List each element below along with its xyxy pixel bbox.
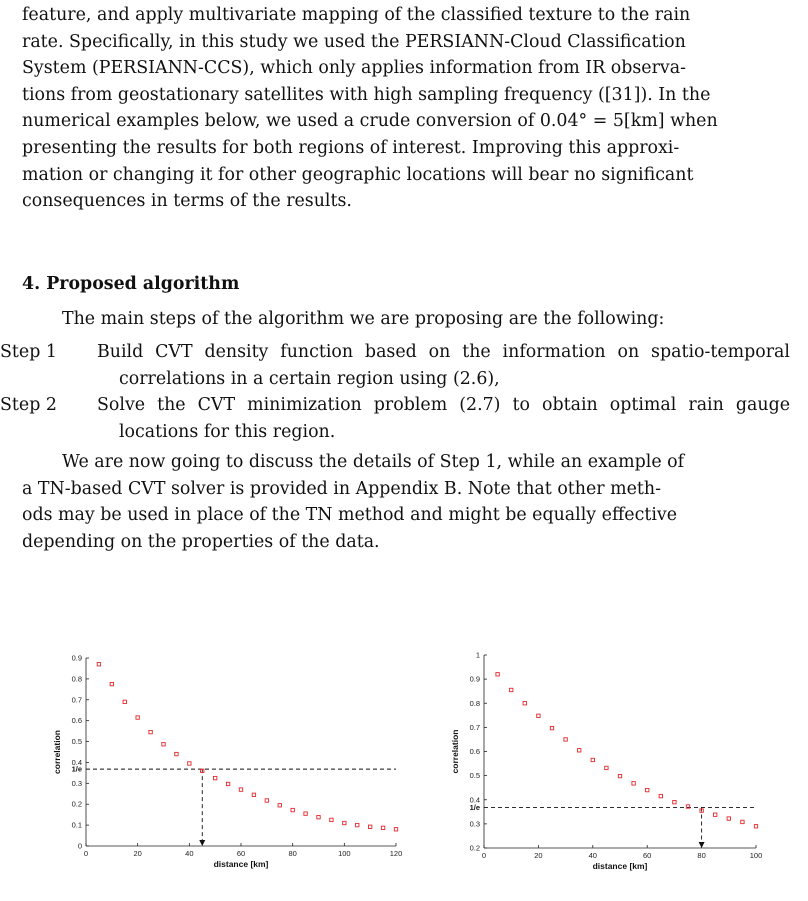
data-point xyxy=(162,743,165,746)
text-line: numerical examples below, we used a crude conversion of 0.04° = 5[km] when xyxy=(22,111,718,132)
data-point xyxy=(368,825,371,828)
x-axis-label: distance [km] xyxy=(213,859,269,869)
threshold-label: 1/e xyxy=(71,764,82,774)
data-point xyxy=(646,788,649,791)
data-point xyxy=(123,700,126,703)
x-tick-label: 60 xyxy=(643,851,652,860)
x-tick-label: 20 xyxy=(534,851,543,860)
data-point xyxy=(343,821,346,824)
y-tick-label: 0.9 xyxy=(71,653,82,663)
step-label: Step 2 xyxy=(0,395,57,416)
data-point xyxy=(523,702,526,705)
text-line: depending on the properties of the data. xyxy=(22,531,380,552)
y-tick-label: 0 xyxy=(77,841,82,851)
y-tick-label: 0.8 xyxy=(71,674,82,684)
y-tick-label: 0.4 xyxy=(71,757,82,767)
arrow-head-icon xyxy=(699,842,705,848)
y-tick-label: 0.8 xyxy=(469,698,480,708)
section-intro: The main steps of the algorithm we are proposing are the following: xyxy=(62,309,665,329)
step-text: Build CVT density function based on the information on spatio-temporal correlations in a certain region using (2.6), xyxy=(97,342,790,389)
y-axis-label: correlation xyxy=(450,729,460,774)
text-line: We are now going to discuss the details of Step 1, while an example of xyxy=(62,452,685,472)
y-tick-label: 0.9 xyxy=(469,674,480,684)
data-point xyxy=(741,820,744,823)
data-point xyxy=(175,752,178,755)
step-list xyxy=(0,339,790,445)
x-tick-label: 0 xyxy=(481,851,487,860)
text-line: consequences in terms of the results. xyxy=(22,191,352,212)
text-line: presenting the results for both regions of interest. Improving this approxi- xyxy=(22,137,680,158)
text-line: System (PERSIANN-CCS), which only applies information from IR observa- xyxy=(22,58,686,79)
y-tick-label: 0.2 xyxy=(71,799,82,809)
data-point xyxy=(714,813,717,816)
data-point xyxy=(591,758,594,761)
x-tick-label: 60 xyxy=(236,849,246,858)
threshold-label: 1/e xyxy=(469,802,480,812)
data-point xyxy=(394,828,397,831)
y-tick-label: 0.5 xyxy=(469,771,480,781)
data-point xyxy=(149,730,152,733)
text-line: tions from geostationary satellites with high sampling frequency ([31]). In the xyxy=(22,84,711,105)
data-point xyxy=(605,766,608,769)
arrow-head-icon xyxy=(199,840,205,846)
x-tick-label: 120 xyxy=(389,849,403,858)
data-point xyxy=(226,782,229,785)
data-point xyxy=(213,776,216,779)
data-point xyxy=(537,714,540,717)
text-line: rate. Specifically, in this study we used the PERSIANN-Cloud Classification xyxy=(22,31,686,52)
data-point xyxy=(317,815,320,818)
text-line: ods may be used in place of the TN method and might be equally effective xyxy=(22,505,677,526)
step-label: Step 1 xyxy=(0,342,57,362)
data-point xyxy=(550,726,553,729)
data-point xyxy=(673,800,676,803)
step-item xyxy=(0,392,790,445)
data-point xyxy=(110,682,113,685)
x-tick-label: 0 xyxy=(83,849,89,858)
data-point xyxy=(510,688,513,691)
x-tick-label: 20 xyxy=(133,849,142,858)
text-line: a TN-based CVT solver is provided in Appendix B. Note that other meth- xyxy=(22,478,661,499)
x-tick-label: 80 xyxy=(697,851,706,860)
y-tick-label: 0.6 xyxy=(71,716,82,726)
data-point xyxy=(136,716,139,719)
data-point xyxy=(618,774,621,777)
y-tick-label: 0.6 xyxy=(469,747,480,756)
x-axis-label: distance [km] xyxy=(592,861,648,871)
data-point xyxy=(754,825,757,828)
correlation-chart-right xyxy=(448,645,778,880)
data-point xyxy=(632,782,635,785)
data-point xyxy=(239,788,242,791)
x-tick-label: 80 xyxy=(288,849,297,858)
data-point xyxy=(727,817,730,820)
x-tick-label: 100 xyxy=(338,849,351,858)
data-point xyxy=(278,804,281,807)
paragraph-top xyxy=(22,2,782,215)
text-line: feature, and apply multivariate mapping of the classified texture to the rain xyxy=(22,5,691,25)
section-heading: 4. Proposed algorithm xyxy=(22,274,240,294)
y-tick-label: 0.4 xyxy=(469,795,480,805)
x-tick-label: 100 xyxy=(749,851,763,860)
y-tick-label: 0.3 xyxy=(71,778,82,788)
data-point xyxy=(564,738,567,741)
data-point xyxy=(578,749,581,752)
data-point xyxy=(188,762,191,765)
y-tick-label: 0.3 xyxy=(469,819,480,829)
data-point xyxy=(381,826,384,829)
y-tick-label: 0.7 xyxy=(71,695,82,705)
y-tick-label: 1 xyxy=(475,650,480,660)
data-point xyxy=(97,663,100,666)
x-tick-label: 40 xyxy=(588,851,597,860)
y-tick-label: 0.2 xyxy=(469,843,480,853)
step-text: Solve the CVT minimization problem (2.7) to obtain optimal rain gauge locations for this region. xyxy=(97,395,790,442)
data-point xyxy=(291,808,294,811)
data-point xyxy=(265,799,268,802)
y-axis-label: correlation xyxy=(52,730,62,774)
data-point xyxy=(496,673,499,676)
paragraph-closing xyxy=(22,449,782,555)
data-point xyxy=(330,818,333,821)
step-item xyxy=(0,339,790,392)
data-point xyxy=(356,823,359,826)
x-tick-label: 40 xyxy=(185,849,194,858)
data-point xyxy=(304,812,307,815)
data-point xyxy=(659,794,662,797)
y-tick-label: 0.5 xyxy=(71,737,82,747)
text-line: mation or changing it for other geographic locations will bear no significant xyxy=(22,164,694,185)
correlation-chart-left xyxy=(50,648,410,880)
y-tick-label: 0.7 xyxy=(469,722,480,732)
y-tick-label: 0.1 xyxy=(71,820,82,830)
data-point xyxy=(252,793,255,796)
